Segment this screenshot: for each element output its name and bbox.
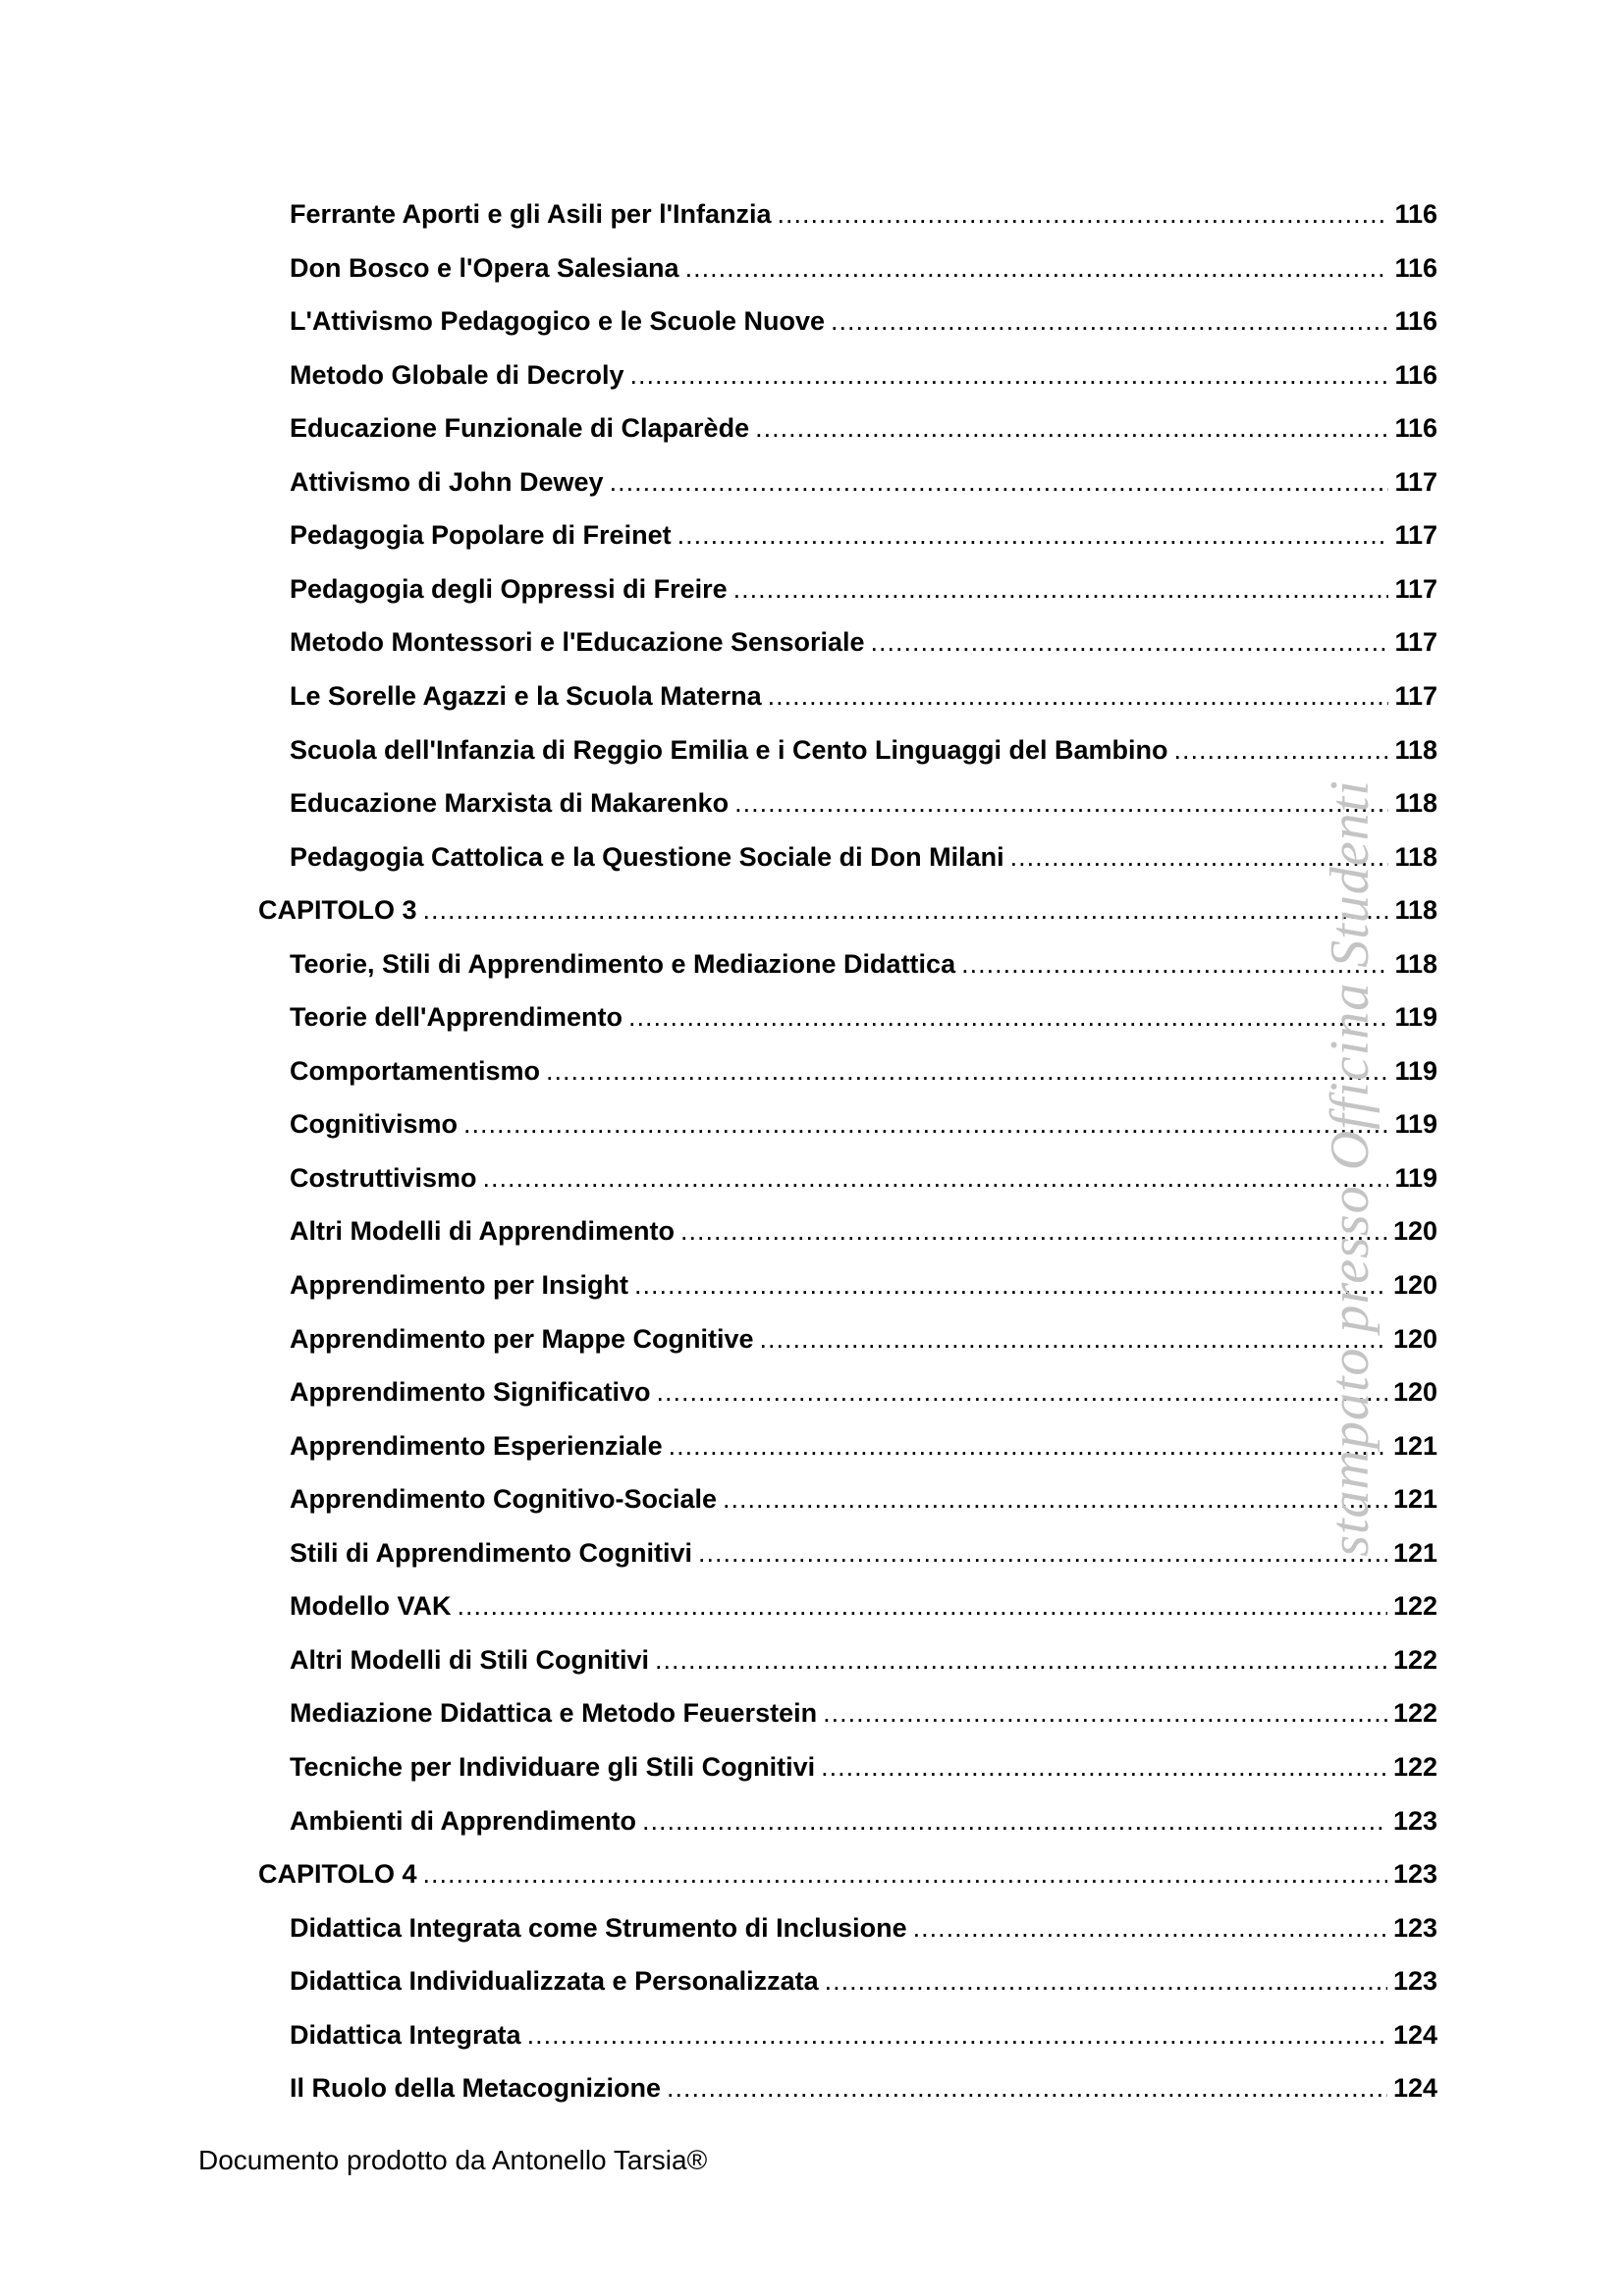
- toc-entry-title: Altri Modelli di Stili Cognitivi: [290, 1645, 649, 1675]
- toc-entry[interactable]: [290, 304, 1437, 338]
- toc-dot-leader: [642, 1804, 1387, 1838]
- toc-dot-leader: [734, 786, 1388, 820]
- toc-entry-page-number: 120: [1392, 1377, 1437, 1407]
- toc-entry-page-number: 120: [1392, 1216, 1437, 1246]
- toc-dot-leader: [831, 304, 1388, 338]
- toc-dot-leader: [825, 1964, 1387, 1998]
- toc-entry-title: Didattica Integrata come Strumento di Inclusione: [290, 1913, 907, 1943]
- toc-entry-page-number: 122: [1392, 1591, 1437, 1621]
- toc-entry[interactable]: [290, 625, 1437, 659]
- toc-entry[interactable]: [290, 197, 1437, 231]
- toc-entry-page-number: 116: [1394, 360, 1437, 390]
- toc-entry[interactable]: [290, 1107, 1437, 1141]
- toc-entry[interactable]: [290, 1375, 1437, 1409]
- toc-dot-leader: [527, 2018, 1387, 2052]
- toc-entry-title: Apprendimento Cognitivo-Sociale: [290, 1484, 718, 1514]
- toc-entry-page-number: 116: [1394, 306, 1437, 336]
- toc-entry[interactable]: [290, 2071, 1437, 2105]
- toc-entry-page-number: 116: [1394, 199, 1437, 229]
- toc-dot-leader: [723, 1482, 1387, 1516]
- toc-dot-leader: [913, 1911, 1387, 1945]
- toc-entry[interactable]: [290, 1322, 1437, 1356]
- toc-entry[interactable]: [290, 947, 1437, 981]
- toc-dot-leader: [821, 1750, 1387, 1784]
- toc-entry[interactable]: [290, 1054, 1437, 1088]
- toc-dot-leader: [669, 1429, 1387, 1463]
- toc-entry-page-number: 123: [1392, 1913, 1437, 1943]
- toc-entry[interactable]: [290, 1964, 1437, 1998]
- toc-entry-title: Apprendimento Significativo: [290, 1377, 651, 1407]
- toc-entry-title: Il Ruolo della Metacognizione: [290, 2073, 662, 2103]
- toc-dot-leader: [685, 251, 1389, 285]
- toc-dot-leader: [546, 1054, 1388, 1088]
- toc-entry[interactable]: [258, 893, 1437, 927]
- toc-dot-leader: [871, 625, 1389, 659]
- toc-dot-leader: [667, 2071, 1387, 2105]
- footer-text: Documento prodotto da Antonello Tarsia®: [198, 2145, 708, 2175]
- toc-entry[interactable]: [290, 679, 1437, 713]
- toc-entry[interactable]: [290, 465, 1437, 499]
- toc-entry-page-number: 122: [1392, 1752, 1437, 1782]
- toc-entry[interactable]: [290, 1482, 1437, 1516]
- toc-entry[interactable]: [290, 411, 1437, 445]
- toc-entry-title: Le Sorelle Agazzi e la Scuola Materna: [290, 681, 762, 711]
- toc-entry[interactable]: [290, 518, 1437, 552]
- toc-entry[interactable]: [290, 2018, 1437, 2052]
- toc-dot-leader: [423, 893, 1389, 927]
- toc-entry-page-number: 118: [1394, 788, 1437, 818]
- toc-entry-page-number: 117: [1394, 627, 1437, 657]
- toc-entry[interactable]: [290, 786, 1437, 820]
- toc-entry[interactable]: [290, 1911, 1437, 1945]
- toc-entry-page-number: 119: [1394, 1056, 1437, 1086]
- toc-entry-title: Don Bosco e l'Opera Salesiana: [290, 253, 679, 283]
- toc-dot-leader: [628, 1000, 1388, 1034]
- toc-entry[interactable]: [290, 572, 1437, 606]
- toc-entry[interactable]: [290, 1643, 1437, 1677]
- toc-dot-leader: [463, 1107, 1388, 1141]
- toc-entry[interactable]: [290, 840, 1437, 874]
- toc-dot-leader: [458, 1589, 1387, 1623]
- toc-entry-title: L'Attivismo Pedagogico e le Scuole Nuove: [290, 306, 826, 336]
- toc-entry-title: Altri Modelli di Apprendimento: [290, 1216, 675, 1246]
- toc-entry-title: Metodo Montessori e l'Educazione Sensoriale: [290, 627, 865, 657]
- toc-entry-title: Comportamentismo: [290, 1056, 541, 1086]
- toc-dot-leader: [778, 197, 1389, 231]
- toc-entry-page-number: 121: [1392, 1484, 1437, 1514]
- toc-entry-page-number: 118: [1394, 895, 1437, 925]
- watermark: stampato presso Officina Studenti: [1320, 779, 1380, 1557]
- toc-entry-page-number: 121: [1392, 1431, 1437, 1461]
- toc-dot-leader: [655, 1643, 1387, 1677]
- toc-dot-leader: [657, 1375, 1387, 1409]
- toc-entry-title: Mediazione Didattica e Metodo Feuerstein: [290, 1698, 818, 1728]
- toc-entry[interactable]: [290, 1804, 1437, 1838]
- toc-dot-leader: [610, 465, 1389, 499]
- toc-entry-title: Ferrante Aporti e gli Asili per l'Infanzia: [290, 199, 772, 229]
- toc-entry-title: Pedagogia degli Oppressi di Freire: [290, 574, 728, 604]
- toc-entry-page-number: 123: [1392, 1966, 1437, 1996]
- toc-entry-title: Scuola dell'Infanzia di Reggio Emilia e i Cento Linguaggi del Bambino: [290, 735, 1168, 765]
- toc-entry-title: Costruttivismo: [290, 1163, 477, 1193]
- toc-entry-title: Pedagogia Cattolica e la Questione Sociale di Don Milani: [290, 842, 1004, 872]
- toc-entry-title: Apprendimento per Mappe Cognitive: [290, 1324, 754, 1354]
- toc-entry-page-number: 116: [1394, 253, 1437, 283]
- toc-entry[interactable]: [290, 1589, 1437, 1623]
- toc-entry-page-number: 119: [1394, 1002, 1437, 1032]
- toc-dot-leader: [733, 572, 1389, 606]
- toc-dot-leader: [634, 1268, 1387, 1302]
- toc-entry-title: Ambienti di Apprendimento: [290, 1806, 636, 1836]
- toc-entry-page-number: 118: [1394, 735, 1437, 765]
- toc-entry[interactable]: [290, 1000, 1437, 1034]
- toc-entry-page-number: 123: [1392, 1859, 1437, 1889]
- toc-entry[interactable]: [290, 1268, 1437, 1302]
- toc-entry-page-number: 118: [1394, 949, 1437, 979]
- toc-entry-title: Cognitivismo: [290, 1109, 459, 1139]
- toc-dot-leader: [677, 518, 1389, 552]
- toc-entry[interactable]: [290, 1214, 1437, 1248]
- toc-entry-page-number: 123: [1392, 1806, 1437, 1836]
- toc-entry-title: Teorie dell'Apprendimento: [290, 1002, 623, 1032]
- toc-entry[interactable]: [290, 1696, 1437, 1730]
- toc-entry-title: Didattica Individualizzata e Personalizzata: [290, 1966, 819, 1996]
- toc-entry-title: Teorie, Stili di Apprendimento e Mediazione Didattica: [290, 949, 956, 979]
- toc-entry-title: Attivismo di John Dewey: [290, 467, 604, 497]
- toc-dot-leader: [760, 1322, 1387, 1356]
- toc-entry[interactable]: [290, 358, 1437, 392]
- toc-entry-page-number: 119: [1394, 1109, 1437, 1139]
- toc-entry-page-number: 120: [1392, 1270, 1437, 1300]
- toc-entry-title: Tecniche per Individuare gli Stili Cognitivi: [290, 1752, 816, 1782]
- toc-entry-page-number: 121: [1392, 1538, 1437, 1568]
- toc-dot-leader: [630, 358, 1389, 392]
- toc-entry-title: Metodo Globale di Decroly: [290, 360, 624, 390]
- toc-entry-page-number: 122: [1392, 1698, 1437, 1728]
- toc-entry-page-number: 117: [1394, 467, 1437, 497]
- toc-entry-title: Apprendimento per Insight: [290, 1270, 629, 1300]
- toc-entry-title: CAPITOLO 3: [258, 895, 417, 925]
- toc-dot-leader: [755, 411, 1388, 445]
- toc-entry-title: Educazione Funzionale di Claparède: [290, 413, 750, 443]
- toc-dot-leader: [698, 1536, 1387, 1570]
- toc-entry-title: Modello VAK: [290, 1591, 452, 1621]
- toc-entry-page-number: 124: [1392, 2073, 1437, 2103]
- toc-entry[interactable]: [290, 1429, 1437, 1463]
- toc-dot-leader: [483, 1161, 1389, 1195]
- toc-entry-page-number: 120: [1392, 1324, 1437, 1354]
- toc-entry-page-number: 117: [1394, 520, 1437, 550]
- toc-dot-leader: [680, 1214, 1387, 1248]
- toc-entry-page-number: 117: [1394, 681, 1437, 711]
- toc-entry-title: Didattica Integrata: [290, 2020, 521, 2050]
- toc-dot-leader: [823, 1696, 1387, 1730]
- toc-entry-title: Apprendimento Esperienziale: [290, 1431, 663, 1461]
- toc-entry[interactable]: [290, 1750, 1437, 1784]
- toc-entry-page-number: 119: [1394, 1163, 1437, 1193]
- toc-entry[interactable]: [290, 1161, 1437, 1195]
- toc-dot-leader: [423, 1857, 1387, 1891]
- toc-entry-page-number: 117: [1394, 574, 1437, 604]
- toc-entry-title: Stili di Apprendimento Cognitivi: [290, 1538, 692, 1568]
- toc-entry-page-number: 122: [1392, 1645, 1437, 1675]
- toc-entry-title: Pedagogia Popolare di Freinet: [290, 520, 672, 550]
- toc-entry-page-number: 118: [1394, 842, 1437, 872]
- toc-entry[interactable]: [290, 1536, 1437, 1570]
- toc-entry[interactable]: [258, 1857, 1437, 1891]
- toc-entry[interactable]: [290, 251, 1437, 285]
- toc-entry-title: CAPITOLO 4: [258, 1859, 417, 1889]
- toc-entry-page-number: 116: [1394, 413, 1437, 443]
- toc-dot-leader: [768, 679, 1389, 713]
- toc-entry[interactable]: [290, 733, 1437, 767]
- toc-entry-page-number: 124: [1392, 2020, 1437, 2050]
- toc-entry-title: Educazione Marxista di Makarenko: [290, 788, 730, 818]
